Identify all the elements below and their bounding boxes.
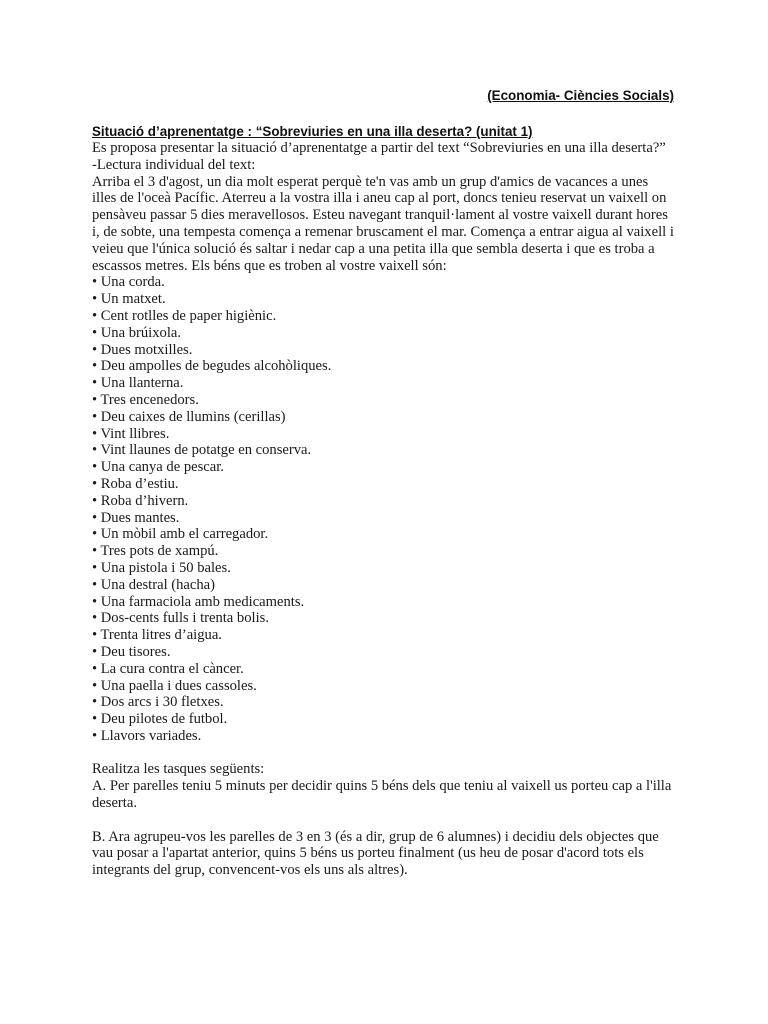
- list-item: • Una paella i dues cassoles.: [92, 677, 257, 694]
- list-item: • Roba d’estiu.: [92, 475, 179, 492]
- list-item: • Vint llaunes de potatge en conserva.: [92, 442, 312, 459]
- list-item: • Un mòbil amb el carregador.: [92, 526, 269, 543]
- list-item: • Una corda.: [92, 274, 165, 291]
- list-item: • Dues motxilles.: [92, 341, 193, 358]
- subject-header: (Economia- Ciències Socials): [487, 88, 674, 103]
- list-item: • Una farmaciola amb medicaments.: [92, 593, 305, 610]
- list-item: • Una llanterna.: [92, 375, 184, 392]
- list-item: • Una pistola i 50 bales.: [92, 559, 231, 576]
- task-b: B. Ara agrupeu-vos les parelles de 3 en 3 (és a dir, grup de 6 alumnes) i decidiu dels objectes que vau posar a l'apartat anterior, quins 5 béns us porteu finalment (us heu de posar d'acord tots els integrants del grup, convencent-vos els uns als altres).: [92, 828, 659, 879]
- list-item: • Deu ampolles de begudes alcohòliques.: [92, 358, 332, 375]
- list-item: • Llavors variades.: [92, 727, 202, 744]
- task-a: A. Per parelles teniu 5 minuts per decidir quins 5 béns dels que teniu al vaixell us porteu cap a l'illa deserta.: [92, 778, 672, 812]
- list-item: • Deu caixes de llumins (cerillas): [92, 408, 286, 425]
- list-item: • Tres encenedors.: [92, 391, 199, 408]
- list-item: • Roba d’hivern.: [92, 492, 189, 509]
- goods-list: [92, 274, 674, 744]
- list-item: • Vint llibres.: [92, 425, 170, 442]
- list-item: • Una destral (hacha): [92, 576, 216, 593]
- list-item: • Dues mantes.: [92, 509, 180, 526]
- list-item: • La cura contra el càncer.: [92, 660, 244, 677]
- list-item: • Tres pots de xampú.: [92, 543, 219, 560]
- list-item: • Un matxet.: [92, 291, 166, 308]
- spacer: [92, 745, 674, 762]
- list-item: • Una canya de pescar.: [92, 459, 224, 476]
- story-paragraph: Arriba el 3 d'agost, un dia molt esperat perquè te'n vas amb un grup d'amics de vacances a unes illes de l'oceà Pacífic. Aterreu a la vostra illa i aneu cap al port, doncs tenieu reservat un vaixell on pensàveu passar 5 dies meravellosos. Esteu navegant tranquil·lament al vostre vaixell durant hores i, de sobte, una tempesta comença a remenar bruscament el mar. Comença a entrar aigua al vaixell i veieu que l'única solució és saltar i nedar cap a una petita illa que sembla deserta i que es troba a escassos metres. Els béns que es troben al vostre vaixell són:: [92, 173, 674, 274]
- list-item: • Una brúixola.: [92, 324, 182, 341]
- list-item: • Deu tisores.: [92, 643, 171, 660]
- list-item: • Deu pilotes de futbol.: [92, 711, 228, 728]
- reading-label: -Lectura individual del text:: [92, 156, 256, 173]
- list-item: • Cent rotlles de paper higiènic.: [92, 307, 277, 324]
- list-item: • Dos arcs i 30 fletxes.: [92, 694, 224, 711]
- list-item: • Trenta litres d’aigua.: [92, 627, 222, 644]
- situation-title: Situació d’aprenentatge : “Sobreviuries en una illa deserta? (unitat 1): [92, 124, 533, 139]
- document-body: [92, 140, 674, 879]
- tasks-label: Realitza les tasques següents:: [92, 761, 265, 778]
- spacer: [92, 812, 674, 829]
- list-item: • Dos-cents fulls i trenta bolis.: [92, 610, 269, 627]
- intro-paragraph: Es proposa presentar la situació d’aprenentatge a partir del text “Sobreviuries en una illa deserta?”: [92, 140, 666, 156]
